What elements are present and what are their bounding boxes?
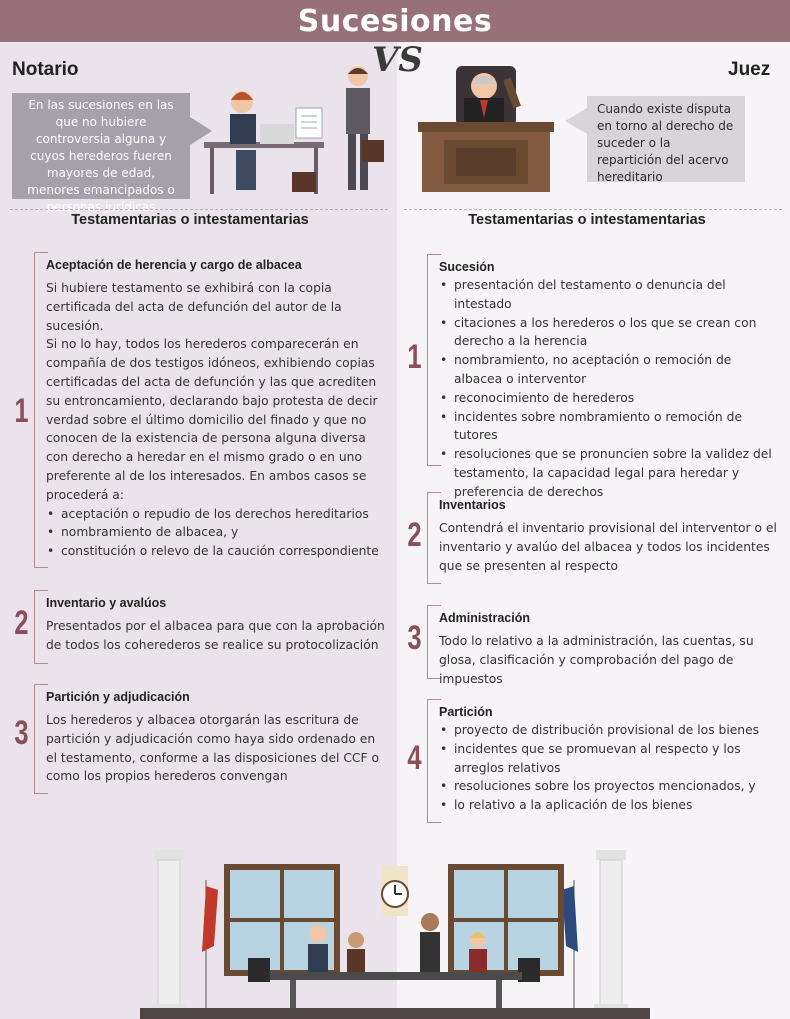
step-bullet-list	[46, 505, 388, 561]
list-item: • nombramiento, no aceptación o remoción de albacea o interventor	[439, 351, 779, 389]
list-item: • incidentes sobre nombramiento o remoción de tutores	[439, 408, 779, 446]
step-number: 3	[14, 714, 29, 752]
title-banner	[0, 0, 790, 42]
right-divider	[404, 209, 782, 210]
list-item: • presentación del testamento o denuncia del intestado	[439, 276, 779, 314]
notario-step-3	[14, 684, 388, 794]
notario-intro: En las sucesiones en las que no hubiere controversia alguna y cuyos herederos fueren mayores de edad, menores emancipados o personas jurídicas	[12, 93, 190, 199]
step-number: 2	[407, 516, 422, 554]
step-number: 4	[407, 739, 422, 777]
list-item: • resoluciones sobre los proyectos mencionados, y	[439, 777, 779, 796]
step-paragraph: Presentados por el albacea para que con la aprobación de todos los coherederos se realice su protocolización	[46, 619, 385, 652]
list-item: • aceptación o repudio de los derechos hereditarios	[46, 505, 388, 524]
juez-intro: Cuando existe disputa en torno al derecho de suceder o la repartición del acervo hereditario	[587, 96, 745, 182]
step-number: 1	[407, 338, 422, 376]
list-item: • proyecto de distribución provisional de los bienes	[439, 721, 779, 740]
step-heading: Administración	[439, 611, 530, 625]
notario-step-2	[14, 590, 388, 664]
step-paragraph: Los herederos y albacea otorgarán las escritura de partición y adjudicación como haya sido ordenado en el testamento, conforme a las disposiciones del CCF o como los propios herederos convengan	[46, 713, 380, 784]
step-number: 3	[407, 619, 422, 657]
step-paragraph: Todo lo relativo a la administración, las cuentas, su glosa, clasificación y comprobación del pago de impuestos	[439, 634, 754, 686]
juez-step-1	[407, 254, 779, 499]
step-paragraph: Si hubiere testamento se exhibirá con la copia certificada del acta de defunción del autor de la sucesión.	[46, 281, 342, 333]
step-number: 2	[14, 604, 29, 642]
step-number: 1	[14, 392, 29, 430]
list-item: • nombramiento de albacea, y	[46, 523, 388, 542]
list-item: • incidentes que se promuevan al respecto y los arreglos relativos	[439, 740, 779, 778]
step-bullet-list	[439, 721, 779, 815]
step-heading: Sucesión	[439, 260, 495, 274]
step-paragraph: Si no lo hay, todos los herederos comparecerán en compañía de dos testigos idóneos, exhibiendo copias certificadas del acta de defunción y las que acrediten su entroncamiento, declarando bajo protesta de decir verdad sobre el último domicilio del finado y que no conocen de la existencia de persona alguna diversa con derecho a heredar en el mismo grado o en uno preferente al de los interesados. En ambos casos se procederá a:	[46, 337, 378, 502]
versus-label: VS	[372, 40, 423, 80]
left-divider	[10, 209, 388, 210]
list-item: • constitución o relevo de la caución correspondiente	[46, 542, 388, 561]
judge-bench-illustration	[416, 58, 556, 194]
juez-step-2	[407, 492, 779, 584]
list-item: • resoluciones que se pronuncien sobre la validez del testamento, la capacidad legal para heredar y preferencia de derechos	[439, 445, 779, 501]
notario-step-1	[14, 252, 388, 568]
step-paragraph: Contendrá el inventario provisional del interventor o el inventario y avalúo del albacea y todos los incidentes que se presenten al respecto	[439, 521, 777, 573]
step-heading: Partición y adjudicación	[46, 690, 190, 704]
juez-title: Juez	[728, 59, 771, 80]
step-heading: Inventario y avalúos	[46, 596, 167, 610]
list-item: • reconocimiento de herederos	[439, 389, 779, 408]
conference-room-illustration	[140, 846, 650, 1019]
step-heading: Inventarios	[439, 498, 506, 512]
step-heading: Partición	[439, 705, 493, 719]
juez-step-4	[407, 699, 779, 823]
step-bullet-list	[439, 276, 779, 502]
page-title: Sucesiones	[297, 3, 493, 39]
list-item: • lo relativo a la aplicación de los bienes	[439, 796, 779, 815]
notario-title: Notario	[12, 59, 79, 80]
notario-section-header: Testamentarias o intestamentarias	[71, 212, 309, 228]
juez-step-3	[407, 605, 779, 686]
list-item: • citaciones a los herederos o los que se crean con derecho a la herencia	[439, 314, 779, 352]
notary-desk-illustration	[200, 64, 390, 196]
step-heading: Aceptación de herencia y cargo de albacea	[46, 258, 302, 272]
juez-section-header: Testamentarias o intestamentarias	[468, 212, 706, 228]
